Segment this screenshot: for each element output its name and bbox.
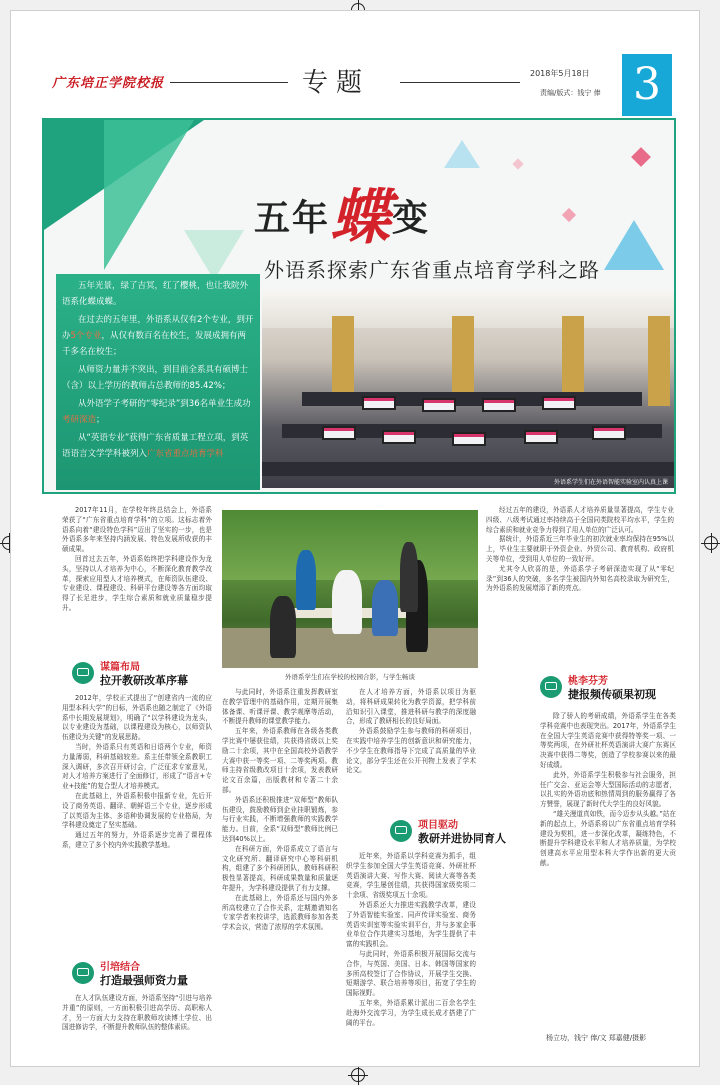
paragraph: 与此同时，外语系注重发挥教研室在教学管理中的基础作用，定期开展集体备课、听课评课、教学观摩等活动，不断提升教师的课堂教学能力。: [222, 688, 338, 726]
group-photo: [222, 510, 478, 668]
summary-para: 在过去的五年里，外语系从仅有2个专业，到开办5个专业，从仅有数百名在校生，发展成拥有两千多名在校生；: [62, 315, 254, 357]
article-column-2: [222, 688, 338, 1034]
paragraph: 在此基础上，外语系积极申报新专业，先后开设了商务英语、翻译、朝鲜语三个专业，逐步形成了以英语为主体、多语种协调发展的专业格局，为学科建设奠定了坚实基础。: [62, 791, 212, 830]
section-icon: [72, 962, 94, 984]
hero-decor-triangle-left: [184, 230, 244, 280]
paragraph: 近年来，外语系以学科竞赛为抓手，组织学生参加全国大学生英语竞赛、外研社杯英语演讲大赛、写作大赛、阅读大赛等各类竞赛，学生屡创佳绩，共获得国家级奖项二十余项、省级奖项五十余项。: [346, 852, 476, 900]
photo-monitor: [382, 430, 416, 444]
hero-subtitle: 外语系探索广东省重点培育学科之路: [264, 258, 600, 282]
registration-mark-right: [704, 536, 718, 550]
section-kicker: 谋篇布局: [100, 662, 140, 673]
section-icon: [540, 676, 562, 698]
paragraph: 通过五年的努力，外语系逐步完善了课程体系，建立了多个校内外实践教学基地。: [62, 831, 212, 849]
issue-date: 2018年5月18日: [530, 69, 590, 78]
masthead: [40, 59, 680, 118]
article-column-4b: [540, 712, 676, 1030]
author-credit: 杨立功，钱宁 俸/文 郑嘉健/摄影: [546, 1034, 647, 1042]
photo-monitor: [592, 426, 626, 440]
hero-decor-diamond: [562, 208, 576, 222]
section-icon: [72, 662, 94, 684]
hero-title-big: 蝶: [330, 183, 393, 253]
hero-decor-shape: [104, 120, 194, 270]
photo-person: [332, 570, 362, 634]
paragraph: 在科研方面，外语系成立了语言与文化研究所、翻译研究中心等科研机构，组建了多个科研团队，教师科研积极性显著提高，科研成果数量和质量逐年提升，为学科建设提供了有力支撑。: [222, 844, 338, 892]
group-photo-caption: 外语系学生们在学校的校园合影，与学生畅谈: [285, 673, 415, 681]
paragraph: 外语系还积极推进“双师型”教师队伍建设，鼓励教师到企业挂职锻炼，参与行业实践，不断增强教师的实践教学能力。目前，全系“双师型”教师比例已达到40%以上。: [222, 795, 338, 843]
section-title: 专题: [302, 68, 371, 98]
hero-decor-diamond: [631, 147, 651, 167]
section-title: 捷报频传硕果初现: [568, 688, 656, 701]
paragraph: 此外，外语系学生积极参与社会服务，担任广交会、亚运会等大型国际活动的志愿者，以扎实的外语功底和热情周到的服务赢得了各方赞誉，展现了新时代大学生的良好风貌。: [540, 770, 676, 809]
paragraph: 2012年，学校正式提出了“创建省内一流的应用型本科大学”的目标，外语系也随之制定了《外语系中长期发展规划》，明确了“以学科建设为龙头，以专业建设为基础，以课程建设为核心，以师资队伍建设为关键”的发展思路。: [62, 694, 212, 742]
hero-decor-triangle-right: [604, 220, 664, 270]
summary-para: 五年光景，绿了吉冥，红了樱桃，也让我院外语系化蝶成蝶。: [62, 281, 249, 307]
article-column-3b: [346, 852, 476, 1032]
article-column-1b: [62, 694, 212, 948]
section-header-4: [540, 672, 680, 702]
classroom-photo-caption: 外语系学生们在外语智能实验室内认真上课: [553, 479, 668, 486]
classroom-photo: [262, 290, 674, 488]
section-title: 打造最强师资力量: [100, 974, 188, 987]
photo-monitor: [452, 432, 486, 446]
paragraph: 除了骄人的考研成绩，外语系学生在各类学科竞赛中也表现突出。2017年，外语系学生在全国大学生英语竞赛中获得特等奖一项、一等奖两项，在外研社杯英语演讲大赛广东赛区决赛中获得二等奖，创造了学校参赛以来的最好成绩。: [540, 712, 676, 769]
article-column-4: [486, 506, 674, 672]
paragraph: 五年来，外语系累计派出二百余名学生赴海外交流学习，为学生成长成才搭建了广阔的平台。: [346, 998, 476, 1027]
hero-title-part-a: 五年: [254, 198, 331, 239]
section-kicker: 桃李芬芳: [568, 676, 608, 687]
paragraph: 外语系还大力推进实践教学改革，建设了外语智能实验室、同声传译实验室、商务英语实训室等实验实训平台，并与多家企事业单位合作共建实习基地，为学生提供了丰富的实践机会。: [346, 900, 476, 949]
hero-title: [254, 170, 430, 256]
page-number: 3: [622, 54, 672, 116]
article-column-1c: [62, 994, 212, 1036]
paragraph: 在此基础上，外语系还与国内外多所高校建立了合作关系，定期邀请知名专家学者来校讲学，选派教师参加各类学术会议，营造了浓厚的学术氛围。: [222, 893, 338, 932]
summary-para: 从“英语专业”获得广东省质量工程立项，到英语语言文学学科被列入广东省重点培育学科: [62, 433, 249, 459]
masthead-rule-right: [400, 82, 520, 83]
article-column-1: [62, 506, 212, 652]
section-header-3: [390, 816, 530, 846]
paragraph: 尤其令人欣喜的是，外语系学子考研深造实现了从“零纪录”到36人的突破，多名学生被国内外知名高校录取为研究生，为外语系的发展增添了新的亮点。: [486, 564, 674, 593]
hero-banner: [42, 118, 676, 494]
paragraph: 据统计，外语系近三年毕业生的初次就业率均保持在95%以上，毕业生主要就职于外资企业、外贸公司、教育机构、政府机关等单位，受到用人单位的一致好评。: [486, 535, 674, 563]
hero-summary-box: [56, 274, 260, 490]
photo-person: [296, 550, 316, 610]
paragraph: “雄关漫道真如铁，而今迈步从头越。”站在新的起点上，外语系将以广东省重点培育学科建设为契机，进一步深化改革，凝练特色，不断提升学科建设水平和人才培养质量，为学校创建高水平应用型本科大学作出新的更大贡献。: [540, 809, 676, 867]
hero-decor-diamond: [512, 158, 523, 169]
paragraph: 当时，外语系只有英语和日语两个专业，师资力量薄弱，科研基础较差。系主任带领全系教职工深入调研，多次召开研讨会，广泛征求专家意见，对人才培养方案进行了全面修订，形成了“语言+专业+技能”的复合型人才培养模式。: [62, 742, 212, 791]
photo-person: [270, 596, 296, 658]
paragraph: 外语系鼓励学生参与教师的科研项目，在实践中培养学生的创新意识和研究能力，不少学生在教师指导下完成了高质量的毕业论文，部分学生还在公开刊物上发表了学术论文。: [346, 727, 476, 775]
hero-title-part-b: 变: [392, 198, 431, 239]
photo-monitor: [542, 396, 576, 410]
paragraph: 与此同时，外语系积极开展国际交流与合作，与英国、美国、日本、韩国等国家的多所高校签订了合作协议，开展学生交换、短期游学、联合培养等项目，拓宽了学生的国际视野。: [346, 949, 476, 998]
section-title: 拉开教研改革序幕: [100, 674, 188, 687]
section-title: 教研并进协同育人: [418, 832, 506, 845]
photo-desk-row: [262, 462, 674, 476]
paragraph: 五年来，外语系教师在各级各类教学比赛中屡获佳绩，共获得省级以上奖励二十余项，其中在全国高校外语教学大赛中获一等奖一项、二等奖两项。教师主持省级教改项目十余项，发表教研论文百余篇，出版教材和专著二十余部。: [222, 727, 338, 794]
newspaper-logo: 广东培正学院校报: [52, 76, 165, 91]
photo-monitor: [482, 398, 516, 412]
section-kicker: 引培结合: [100, 962, 140, 973]
section-header-1: [72, 658, 222, 688]
registration-mark-bottom: [351, 1068, 365, 1082]
photo-monitor: [362, 396, 396, 410]
photo-monitor: [422, 398, 456, 412]
summary-para: 从外语学子考研的“零纪录”到36名单业生成功考研深造；: [62, 399, 251, 425]
section-icon: [390, 820, 412, 842]
article-column-3: [346, 688, 476, 808]
paragraph: 2017年11月，在学校年终总结会上，外语系荣获了“广东省重点培育学科”的立项。这标志着外语系向着“建设特色学科”迈出了坚实的一步，也是外语系多年来坚持内涵发展、特色发展所收获的丰硕成果。: [62, 506, 212, 554]
paragraph: 回首过去五年，外语系始终把学科建设作为龙头，坚持以人才培养为中心，不断深化教育教学改革，探索应用型人才培养模式，在师资队伍建设、专业建设、课程建设、科研平台建设等各方面均取得了长足进步，学生综合素质和就业质量稳步提升。: [62, 554, 212, 612]
section-kicker: 项目驱动: [418, 820, 458, 831]
summary-para: 从师资力量并不突出，到目前全系具有硕博士（含）以上学历的教师占总教师的85.42%；: [62, 365, 249, 391]
paragraph: 经过五年的建设，外语系人才培养质量显著提高，学生专业四级、八级考试通过率持续高于全国同类院校平均水平，学生的综合素质和就业竞争力得到了用人单位的广泛认可。: [486, 506, 674, 534]
photo-desk-row: [302, 392, 642, 406]
masthead-rule-left: [170, 82, 288, 83]
section-header-2: [72, 958, 222, 988]
photo-monitor: [322, 426, 356, 440]
photo-monitor: [524, 430, 558, 444]
photo-person: [400, 542, 418, 612]
photo-ground: [222, 628, 478, 668]
paragraph: 在人才队伍建设方面，外语系坚持“引进与培养并重”的原则，一方面积极引进高学历、高职称人才，另一方面大力支持在职教师攻读博士学位、出国进修访学，不断提升教师队伍的整体素质。: [62, 994, 212, 1032]
editor-credit: 责编/版式：钱宁 俸: [540, 89, 601, 97]
hero-decor-triangle-right: [444, 140, 480, 168]
photo-person: [372, 580, 398, 636]
paragraph: 在人才培养方面，外语系以项目为驱动，将科研成果转化为教学资源，把学科前沿知识引入课堂，推进科研与教学的深度融合，形成了教研相长的良好局面。: [346, 688, 476, 726]
photo-curtain: [648, 316, 670, 406]
